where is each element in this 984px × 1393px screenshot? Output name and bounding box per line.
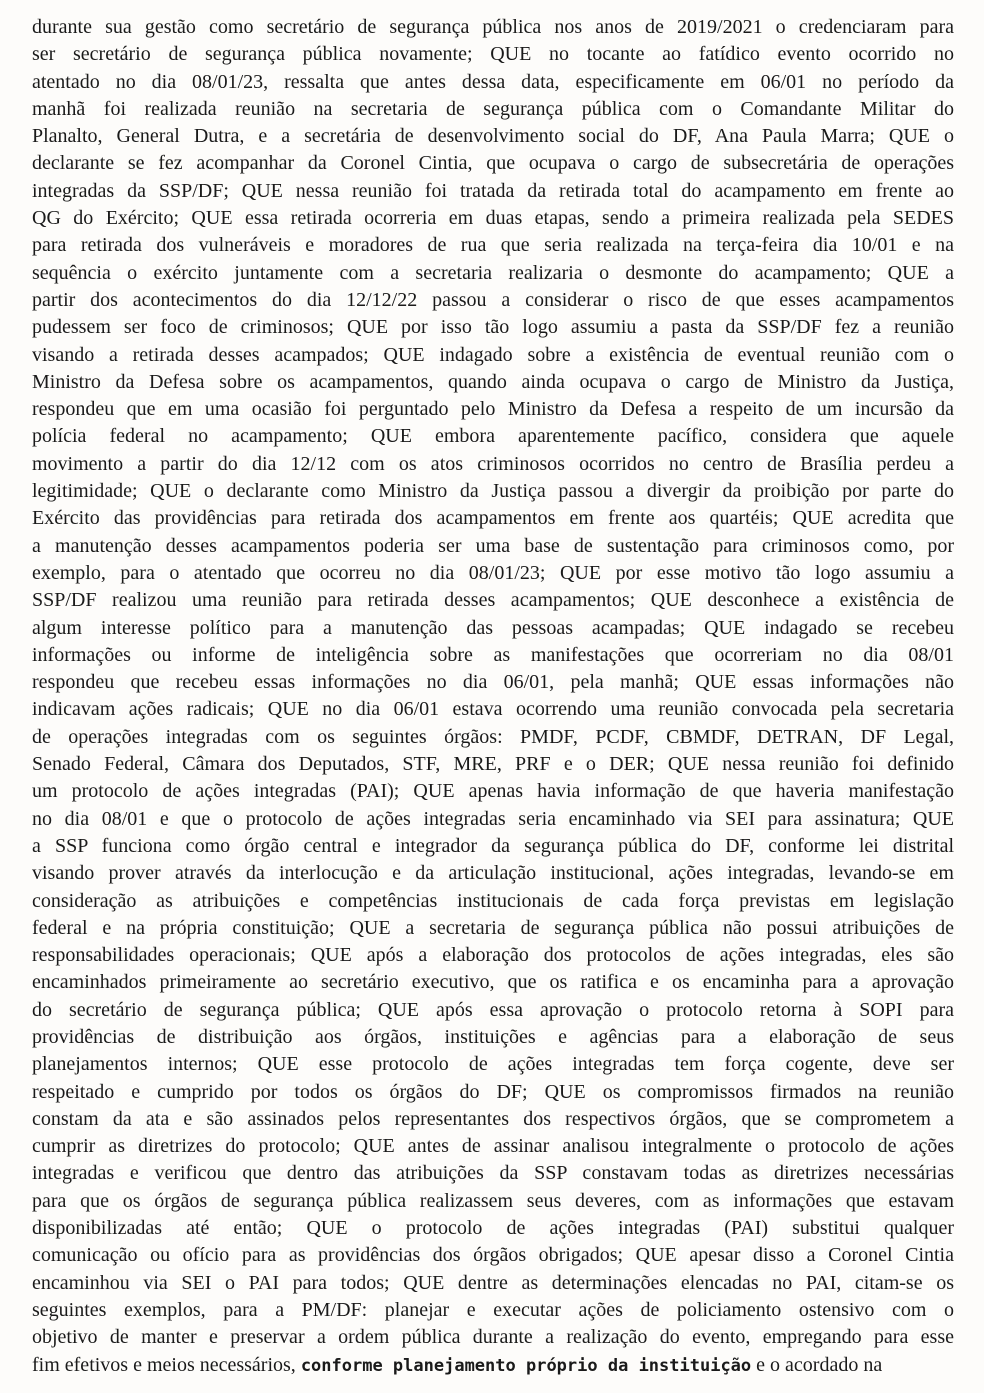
document-line: respondeu que recebeu essas informações no dia 06/01, pela manhã; QUE essas informações não [32, 671, 954, 694]
document-line: polícia federal no acampamento; QUE embora aparentemente pacífico, considera que aquele [32, 425, 954, 448]
document-line: comunicação ou ofício para as providências dos órgãos obrigados; QUE apesar disso a Coronel Cintia [32, 1244, 954, 1267]
document-line: de operações integradas com os seguintes órgãos: PMDF, PCDF, CBMDF, DETRAN, DF Legal, [32, 725, 954, 748]
document-line: exemplo, para o atentado que ocorreu no dia 08/01/23; QUE por esse motivo tão logo assumiu a [32, 561, 954, 584]
document-line-final [32, 1352, 954, 1380]
document-line: sequência o exército juntamente com a secretaria realizaria o desmonte do acampamento; QUE a [32, 261, 954, 284]
document-line: Planalto, General Dutra, e a secretária de desenvolvimento social do DF, Ana Paula Marra; QUE o [32, 125, 954, 148]
document-body-text [32, 14, 954, 1352]
document-line: SSP/DF realizou uma reunião para retirada desses acampamentos; QUE desconhece a existência de [32, 589, 954, 612]
final-line-bold-phrase: conforme planejamento próprio da instituição [300, 1355, 752, 1376]
document-line: integradas e verificou que dentro das atribuições da SSP constavam todas as diretrizes necessárias [32, 1162, 954, 1185]
final-line-end: e o acordado na [751, 1353, 883, 1376]
document-line: no dia 08/01 e que o protocolo de ações integradas seria encaminhado via SEI para assinatura; QUE [32, 807, 954, 830]
document-line: federal e na própria constituição; QUE a secretaria de segurança pública não possui atribuições de [32, 916, 954, 939]
document-line: a manutenção desses acampamentos poderia ser uma base de sustentação para criminosos como, por [32, 534, 954, 557]
document-line: um protocolo de ações integradas (PAI); QUE apenas havia informação de que haveria manifestação [32, 780, 954, 803]
final-line-start: fim efetivos e meios necessários, [32, 1353, 301, 1376]
document-line: legitimidade; QUE o declarante como Ministro da Justiça passou a divergir da proibição por parte do [32, 480, 954, 503]
document-line: ser secretário de segurança pública novamente; QUE no tocante ao fatídico evento ocorrido no [32, 43, 954, 66]
document-line: encaminhados primeiramente ao secretário executivo, que os ratifica e os encaminha para a aprovação [32, 971, 954, 994]
document-line: Senado Federal, Câmara dos Deputados, STF, MRE, PRF e o DER; QUE nessa reunião foi definido [32, 753, 954, 776]
document-line: visando a retirada desses acampados; QUE indagado sobre a existência de eventual reunião com o [32, 343, 954, 366]
document-line: objetivo de manter e preservar a ordem pública durante a realização do evento, empregando para esse [32, 1326, 954, 1349]
document-line: pudessem ser foco de criminosos; QUE por isso tão logo assumiu a pasta da SSP/DF fez a reunião [32, 316, 954, 339]
document-line: atentado no dia 08/01/23, ressalta que antes dessa data, especificamente em 06/01 no período da [32, 70, 954, 93]
document-line: para que os órgãos de segurança pública realizassem seus deveres, com as informações que estavam [32, 1189, 954, 1212]
document-line: Exército das providências para retirada dos acampamentos em frente aos quartéis; QUE acredita que [32, 507, 954, 530]
document-line: manhã foi realizada reunião na secretaria de segurança pública com o Comandante Militar do [32, 97, 954, 120]
document-line: do secretário de segurança pública; QUE após essa aprovação o protocolo retorna à SOPI para [32, 998, 954, 1021]
document-line: para retirada dos vulneráveis e moradores de rua que seria realizada na terça-feira dia 10/01 e na [32, 234, 954, 257]
document-line: respondeu que em uma ocasião foi perguntado pelo Ministro da Defesa a respeito de um incursão da [32, 398, 954, 421]
document-line: constam da ata e são assinados pelos representantes dos respectivos órgãos, que se comprometem a [32, 1107, 954, 1130]
document-line: consideração as atribuições e competências institucionais de cada força previstas em legislação [32, 889, 954, 912]
document-line: encaminhou via SEI o PAI para todos; QUE dentre as determinações elencadas no PAI, citam-se os [32, 1271, 954, 1294]
document-line: movimento a partir do dia 12/12 com os atos criminosos ocorridos no centro de Brasília perdeu a [32, 452, 954, 475]
document-line: indicavam ações radicais; QUE no dia 06/01 estava ocorrendo uma reunião convocada pela secretaria [32, 698, 954, 721]
document-line: cumprir as diretrizes do protocolo; QUE antes de assinar analisou integralmente o protocolo de ações [32, 1135, 954, 1158]
document-line: visando prover através da interlocução e da articulação institucional, ações integradas, levando-se em [32, 862, 954, 885]
document-line: disponibilizadas até então; QUE o protocolo de ações integradas (PAI) substitui qualquer [32, 1217, 954, 1240]
document-line: informações ou informe de inteligência sobre as manifestações que ocorreriam no dia 08/01 [32, 643, 954, 666]
document-line: partir dos acontecimentos do dia 12/12/22 passou a considerar o risco de que esses acampamentos [32, 288, 954, 311]
document-line: QG do Exército; QUE essa retirada ocorreria em duas etapas, sendo a primeira realizada pela SEDES [32, 207, 954, 230]
document-line: seguintes exemplos, para a PM/DF: planejar e executar ações de policiamento ostensivo com o [32, 1298, 954, 1321]
document-line: Ministro da Defesa sobre os acampamentos, quando ainda ocupava o cargo de Ministro da Justiça, [32, 370, 954, 393]
document-line: algum interesse político para a manutenção das pessoas acampadas; QUE indagado se recebeu [32, 616, 954, 639]
document-line: respeitado e cumprido por todos os órgãos do DF; QUE os compromissos firmados na reunião [32, 1080, 954, 1103]
document-line: planejamentos internos; QUE esse protocolo de ações integradas tem força cogente, deve ser [32, 1053, 954, 1076]
document-line: durante sua gestão como secretário de segurança pública nos anos de 2019/2021 o credenciaram para [32, 16, 954, 38]
document-line: declarante se fez acompanhar da Coronel Cintia, que ocupava o cargo de subsecretária de operações [32, 152, 954, 175]
document-line: providências de distribuição aos órgãos, instituições e agências para a elaboração de seus [32, 1025, 954, 1048]
document-line: integradas da SSP/DF; QUE nessa reunião foi tratada da retirada total do acampamento em frente ao [32, 179, 954, 202]
document-line: responsabilidades operacionais; QUE após a elaboração dos protocolos de ações integradas, eles são [32, 944, 954, 967]
document-line: a SSP funciona como órgão central e integrador da segurança pública do DF, conforme lei distrital [32, 834, 954, 857]
